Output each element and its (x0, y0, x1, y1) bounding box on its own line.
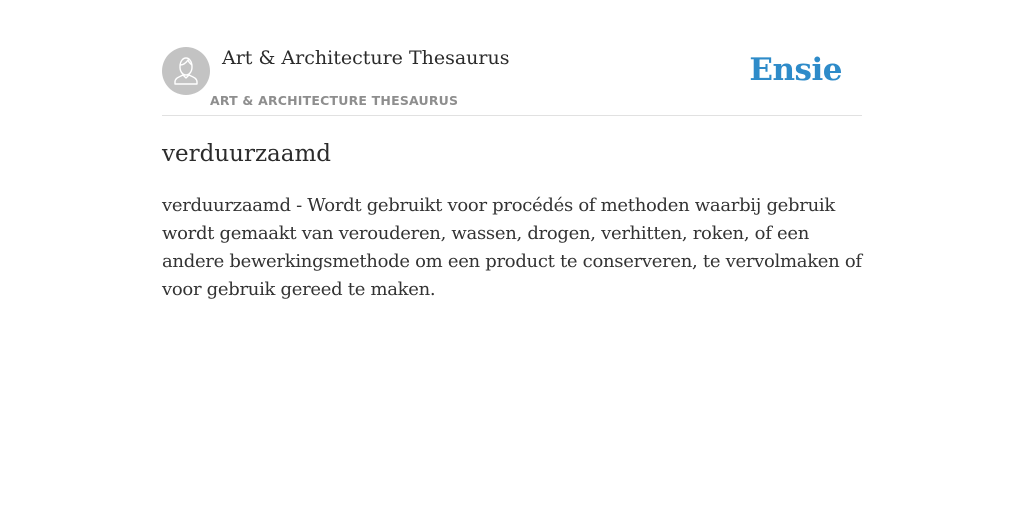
avatar[interactable] (162, 47, 210, 95)
card-header (162, 0, 862, 116)
brand-logo[interactable]: Ensie (749, 52, 842, 88)
author-name[interactable]: Art & Architecture Thesaurus (222, 47, 510, 69)
user-avatar-icon (162, 47, 210, 95)
author-subtitle[interactable]: ART & ARCHITECTURE THESAURUS (210, 93, 459, 108)
entry-title: verduurzaamd (162, 141, 332, 167)
entry-description: verduurzaamd - Wordt gebruikt voor procédés of methoden waarbij gebruik wordt gemaakt van verouderen, wassen, drogen, verhitten, roken, of een andere bewerkingsmethode om een product te conserveren, te vervolmaken of voor gebruik gereed te maken. (162, 195, 862, 300)
entry-card (162, 0, 862, 512)
